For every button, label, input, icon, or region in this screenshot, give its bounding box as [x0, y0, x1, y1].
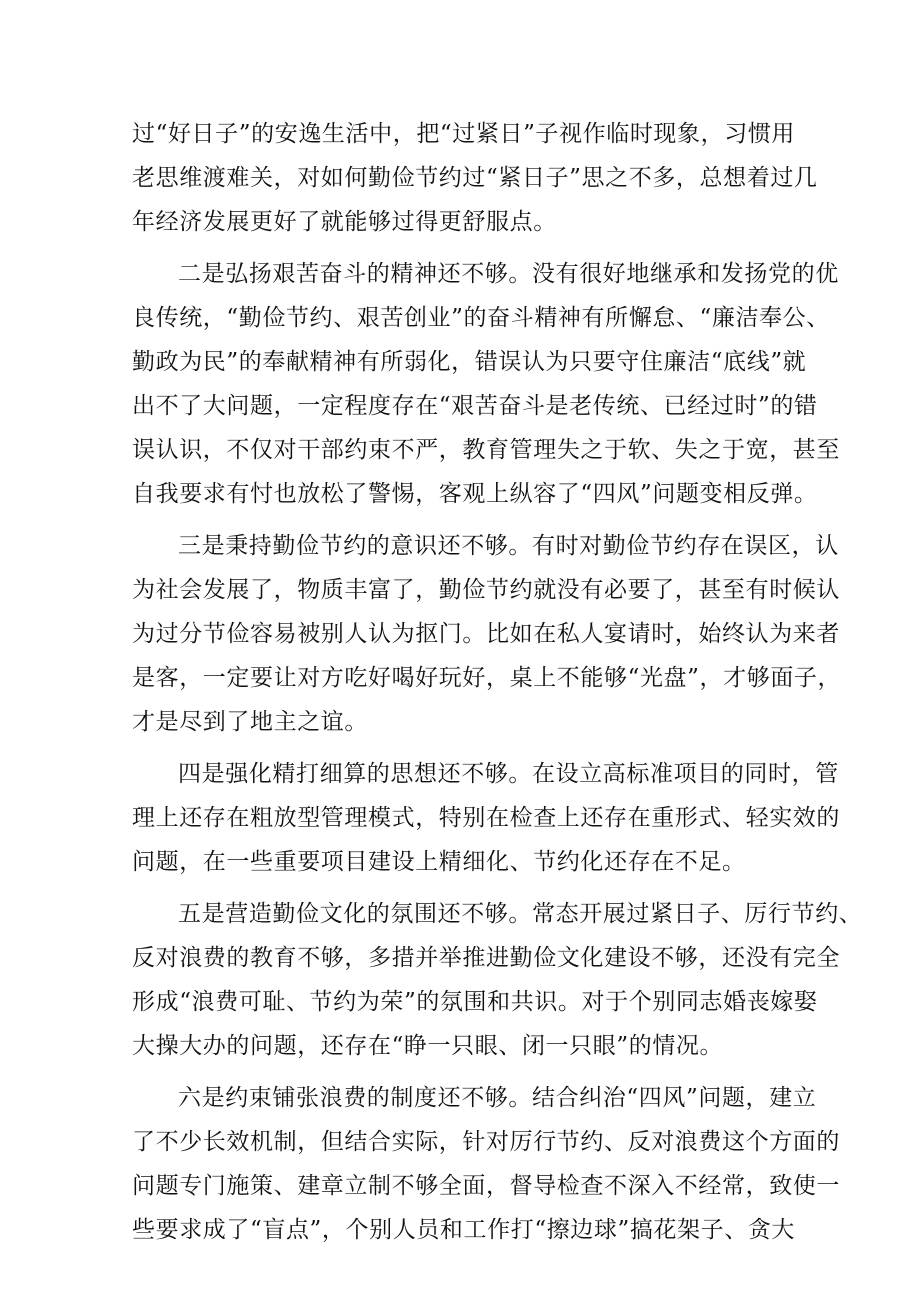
text-line: 五是营造勤俭文化的氛围还不够。常态开展过紧日子、厉行节约、 — [178, 901, 863, 927]
text-line: 自我要求有忖也放松了警惕，客观上纵容了“四风”问题变相反弹。 — [132, 481, 818, 507]
text-line: 大操大办的问题，还存在“睁一只眼、闭一只眼”的情况。 — [132, 1033, 724, 1059]
text-line: 些要求成了“盲点”，个别人员和工作打“擦边球”搞花架子、贪大 — [132, 1217, 796, 1243]
document-body — [132, 112, 863, 1260]
paragraph-point-5 — [132, 892, 863, 1068]
text-line: 过“好日子”的安逸生活中，把“过紧日”子视作临时现象，习惯用 — [132, 121, 796, 147]
text-line: 年经济发展更好了就能够过得更舒服点。 — [132, 209, 557, 235]
text-line: 出不了大问题，一定程度存在“艰苦奋斗是老传统、已经过时”的错 — [132, 393, 818, 419]
text-line: 问题，在一些重要项目建设上精细化、节约化还存在不足。 — [132, 849, 746, 875]
text-line: 四是强化精打细算的思想还不够。在设立高标准项目的同时，管 — [178, 761, 839, 787]
paragraph-point-4 — [132, 752, 840, 884]
text-line: 良传统，“勤俭节约、艰苦创业”的奋斗精神有所懈怠、“廉洁奉公、 — [132, 305, 830, 331]
text-line: 勤政为民”的奉献精神有所弱化，错误认为只要守住廉洁“底线”就 — [132, 349, 807, 375]
paragraph-point-6 — [132, 1076, 840, 1252]
text-line: 是客，一定要让对方吃好喝好玩好，桌上不能够“光盘”，才够面子， — [132, 665, 842, 691]
text-line: 三是秉持勤俭节约的意识还不够。有时对勤俭节约存在误区，认 — [178, 533, 839, 559]
text-line: 形成“浪费可耻、节约为荣”的氛围和共识。对于个别同志婚丧嫁娶 — [132, 989, 818, 1015]
text-line: 六是约束铺张浪费的制度还不够。结合纠治“四风”问题，建立 — [178, 1085, 817, 1111]
text-line: 老思维渡难关，对如何勤俭节约过“紧日子”思之不多，总想着过几 — [132, 165, 818, 191]
text-line: 二是弘扬艰苦奋斗的精神还不够。没有很好地继承和发扬党的优 — [178, 261, 839, 287]
text-line: 了不少长效机制，但结合实际，针对厉行节约、反对浪费这个方面的 — [132, 1129, 840, 1155]
paragraph-point-3 — [132, 524, 842, 744]
paragraph-continuation — [132, 112, 822, 244]
text-line: 误认识，不仅对干部约束不严，教育管理失之于软、失之于宽，甚至 — [132, 437, 840, 463]
text-line: 问题专门施策、建章立制不够全面，督导检查不深入不经常，致使一 — [132, 1173, 840, 1199]
text-line: 为社会发展了，物质丰富了，勤俭节约就没有必要了，甚至有时候认 — [132, 577, 840, 603]
paragraph-point-2 — [132, 252, 840, 516]
text-line: 理上还存在粗放型管理模式，特别在检查上还存在重形式、轻实效的 — [132, 805, 840, 831]
text-line: 为过分节俭容易被别人认为抠门。比如在私人宴请时，始终认为来者 — [132, 621, 840, 647]
text-line: 反对浪费的教育不够，多措并举推进勤俭文化建设不够，还没有完全 — [132, 945, 840, 971]
text-line: 才是尽到了地主之谊。 — [132, 709, 368, 735]
